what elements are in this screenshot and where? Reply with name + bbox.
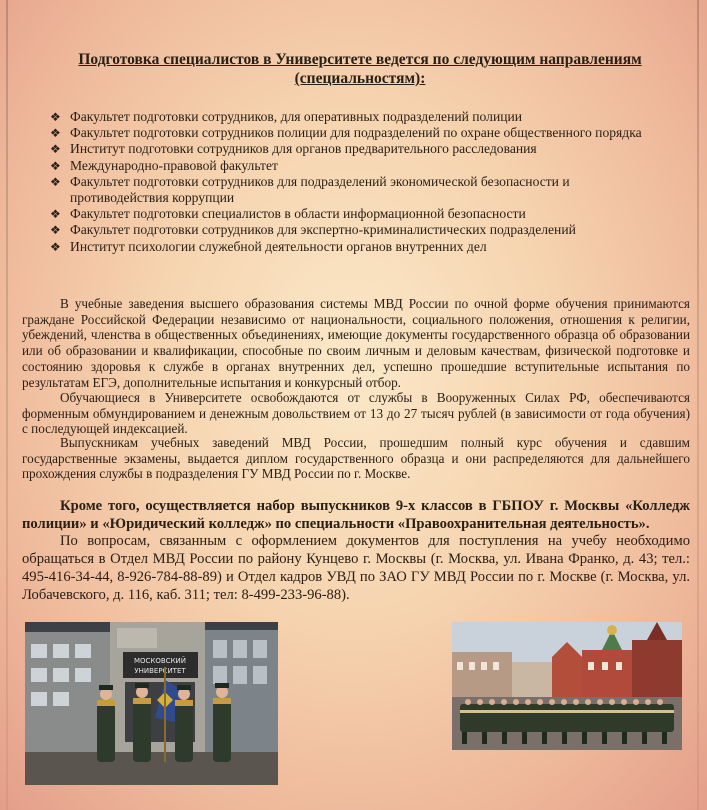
directions-list (48, 109, 668, 255)
benefits-paragraph: Обучающиеся в Университете освобождаются от службы в Вооруженных Силах РФ, обеспечиваются форменным обмундированием и денежным довольствием от 13 до 27 тысяч рублей (в зависимости от года обучения) с последующей индексацией. (22, 390, 690, 437)
list-item: ❖ Факультет подготовки специалистов в области информационной безопасности (50, 206, 526, 222)
university-building-photo (25, 622, 278, 785)
diamond-bullet-icon: ❖ (50, 223, 61, 238)
contacts-paragraph: По вопросам, связанным с оформлением документов для поступления на учебу необходимо обращаться в Отдел МВД России по району Кунцево г. Москвы (г. Москва, ул. Ивана Франко, д. 43; тел.: 495-416-34-44, 8-926-784-88-89) и Отдел кадров УВД по ЗАО ГУ МВД России по г. Москве (г. Москва, ул. Лобачевского, д. 116, каб. 311; тел: 8-499-233-96-88). (22, 533, 690, 603)
diamond-bullet-icon: ❖ (50, 126, 61, 141)
diamond-bullet-icon: ❖ (50, 158, 61, 173)
graduates-paragraph: Выпускникам учебных заведений МВД России, прошедшим полный курс обучения и сдавшим государственные экзамены, выдается диплом государственного образца и они распределяются для дальнейшего прохождения службы в подразделения ГУ МВД России по г. Москве. (22, 435, 690, 482)
list-item: ❖ Институт подготовки сотрудников для органов предварительного расследования (50, 141, 537, 157)
diamond-bullet-icon: ❖ (50, 239, 61, 254)
sign-text-line1: МОСКОВСКИЙ (133, 657, 187, 665)
paper-fold-left (6, 0, 8, 810)
university-building-illustration (25, 622, 278, 785)
list-item: ❖ Международно-правовой факультет (50, 157, 278, 173)
diamond-bullet-icon: ❖ (50, 174, 61, 189)
page-title: Подготовка специалистов в Университете ведется по следующим направлениям (специальностям): (78, 51, 642, 87)
diamond-bullet-icon: ❖ (50, 207, 61, 222)
admission-paragraph: В учебные заведения высшего образования системы МВД России по очной форме обучения принимаются граждане Российской Федерации независимо от национальности, социального положения, отношения к религии, убеждений, членства в общественных объединениях, имеющие документы государственного образца об образовании или об образовании и квалификации, способные по своим личным и деловым качествам, физической подготовке и состоянию здоровья к службе в органах внутренних дел, успешно прошедшие вступительные испытания по результатам ЕГЭ, дополнительные испытания и конкурсный отбор. (22, 296, 690, 390)
diamond-bullet-icon: ❖ (50, 142, 61, 157)
diamond-bullet-icon: ❖ (50, 110, 61, 124)
list-item: ❖ Институт психологии служебной деятельности органов внутренних дел (50, 238, 487, 254)
college-paragraph: Кроме того, осуществляется набор выпускников 9-х классов в ГБПОУ г. Москвы «Колледж полиции» и «Юридический колледж» по специальности «Правоохранительная деятельность». (22, 498, 690, 532)
list-item: ❖ Факультет подготовки сотрудников для подразделений экономической безопасности и противодействия коррупции (50, 173, 570, 206)
list-item: ❖ Факультет подготовки сотрудников полиции для подразделений по охране общественного порядка (50, 125, 642, 141)
parade-photo (452, 622, 682, 750)
list-item: ❖ Факультет подготовки сотрудников для экспертно-криминалистических подразделений (50, 222, 576, 238)
sign-text-line2: УНИВЕРСИТЕТ (134, 667, 186, 675)
list-item: ❖ Факультет подготовки сотрудников, для оперативных подразделений полиции (50, 109, 523, 124)
parade-illustration (452, 622, 682, 750)
paper-fold-right (697, 0, 699, 810)
